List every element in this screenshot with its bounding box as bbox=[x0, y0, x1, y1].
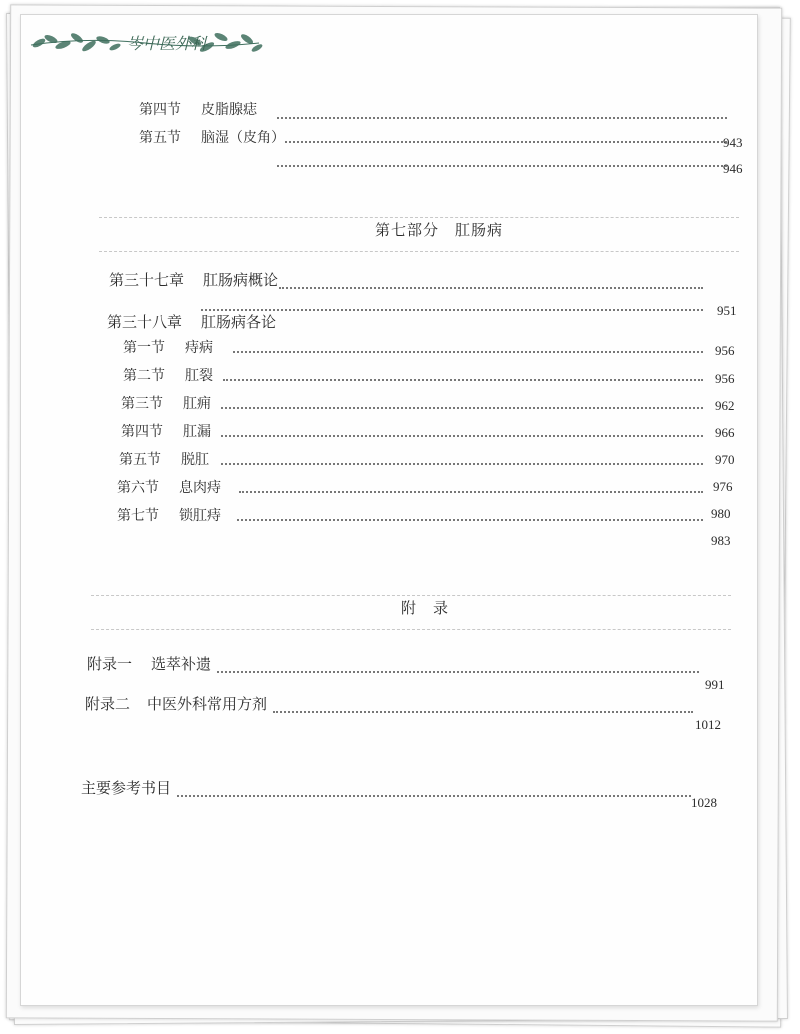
entry-title: 锁肛痔 bbox=[179, 508, 221, 524]
entry-label: 第五节 bbox=[139, 130, 181, 146]
page-number: 983 bbox=[711, 533, 731, 548]
divider bbox=[91, 595, 731, 596]
entry-title: 脑湿（皮角） bbox=[201, 130, 285, 146]
entry-title: 息肉痔 bbox=[179, 480, 221, 496]
page-number: 1028 bbox=[691, 795, 717, 810]
divider bbox=[91, 629, 731, 630]
entry-title: 脱肛 bbox=[181, 452, 209, 468]
leader-dots bbox=[277, 165, 727, 167]
appendix-heading: 附 录 bbox=[401, 599, 450, 617]
page-number: 962 bbox=[715, 398, 735, 413]
chapter-label: 第三十七章 bbox=[109, 271, 185, 289]
references-title: 主要参考书目 bbox=[81, 779, 172, 797]
page-number: 943 bbox=[723, 135, 743, 150]
appendix-title: 选萃补遗 bbox=[151, 655, 212, 673]
page-number: 946 bbox=[723, 161, 743, 176]
divider bbox=[99, 217, 739, 218]
page-number: 951 bbox=[717, 303, 737, 318]
appendix-title: 中医外科常用方剂 bbox=[147, 695, 268, 713]
header-banner bbox=[27, 23, 263, 61]
part-heading: 第七部分 肛肠病 bbox=[375, 221, 504, 239]
leader-dots bbox=[285, 141, 727, 143]
entry-label: 第五节 bbox=[119, 452, 161, 468]
leader-dots bbox=[233, 351, 703, 353]
page-number: 1012 bbox=[695, 717, 721, 732]
page-number: 970 bbox=[715, 452, 735, 467]
leader-dots bbox=[217, 671, 699, 673]
leader-dots bbox=[277, 117, 727, 119]
entry-label: 第四节 bbox=[139, 102, 181, 118]
entry-title: 肛漏 bbox=[183, 424, 211, 440]
entry-label: 第四节 bbox=[121, 424, 163, 440]
page-number: 976 bbox=[713, 479, 733, 494]
appendix-label: 附录二 bbox=[85, 695, 131, 713]
leader-dots bbox=[201, 309, 703, 311]
leader-dots bbox=[273, 711, 693, 713]
chapter-label: 第三十八章 bbox=[107, 313, 183, 331]
leader-dots bbox=[239, 491, 703, 493]
page-number: 956 bbox=[715, 371, 735, 386]
banner-text: 岑中医外科 bbox=[127, 34, 208, 53]
divider bbox=[99, 251, 739, 252]
leader-dots bbox=[221, 407, 703, 409]
entry-label: 第六节 bbox=[117, 480, 159, 496]
page-number: 991 bbox=[705, 677, 725, 692]
page-number: 966 bbox=[715, 425, 735, 440]
leader-dots bbox=[279, 287, 703, 289]
chapter-title: 肛肠病概论 bbox=[203, 271, 279, 289]
chapter-title: 肛肠病各论 bbox=[201, 313, 277, 331]
page-number: 980 bbox=[711, 506, 731, 521]
entry-label: 第七节 bbox=[117, 508, 159, 524]
leader-dots bbox=[237, 519, 703, 521]
entry-label: 第三节 bbox=[121, 396, 163, 412]
leader-dots bbox=[221, 435, 703, 437]
leader-dots bbox=[177, 795, 691, 797]
entry-title: 肛痈 bbox=[183, 396, 211, 412]
entry-title: 肛裂 bbox=[185, 368, 213, 384]
entry-title: 皮脂腺痣 bbox=[201, 102, 257, 118]
toc-page bbox=[20, 14, 758, 1006]
leader-dots bbox=[221, 463, 703, 465]
entry-label: 第一节 bbox=[123, 340, 165, 356]
page-number: 956 bbox=[715, 343, 735, 358]
entry-title: 痔病 bbox=[185, 340, 213, 356]
appendix-label: 附录一 bbox=[87, 655, 133, 673]
entry-label: 第二节 bbox=[123, 368, 165, 384]
leader-dots bbox=[223, 379, 703, 381]
